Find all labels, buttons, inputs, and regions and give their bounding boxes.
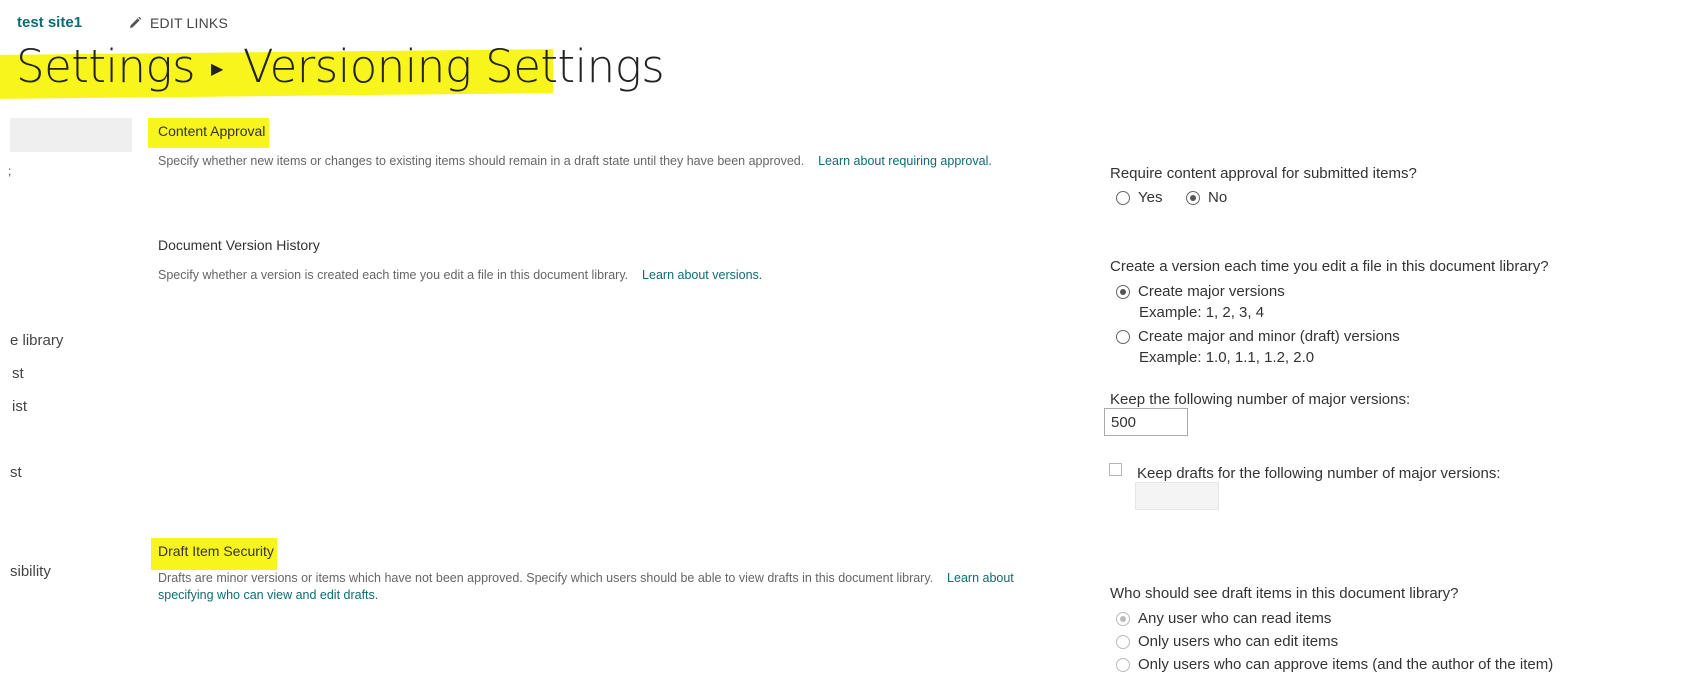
page-title	[16, 40, 664, 93]
radio-unchecked-disabled-icon	[1116, 658, 1130, 672]
radio-unchecked-icon	[1116, 330, 1130, 344]
breadcrumb-settings[interactable]: Settings	[16, 40, 196, 93]
version-history-desc-text: Specify whether a version is created each time you edit a file in this document library.	[158, 268, 629, 282]
radio-checked-disabled-icon	[1116, 612, 1130, 626]
keep-major-versions-input[interactable]	[1104, 408, 1188, 436]
version-question: Create a version each time you edit a file in this document library?	[1110, 258, 1549, 275]
content-approval-desc-text: Specify whether new items or changes to existing items should remain in a draft state until they have been approved.	[158, 154, 805, 168]
content-approval-description	[158, 153, 992, 170]
left-nav-item[interactable]: st	[10, 464, 22, 481]
left-nav-item[interactable]: e library	[10, 332, 64, 349]
site-name-link[interactable]: test site1	[17, 14, 83, 31]
create-major-versions-label: Create major versions	[1138, 283, 1285, 300]
approval-yes-label: Yes	[1138, 189, 1163, 206]
version-history-title: Document Version History	[158, 237, 320, 253]
left-nav-search-box[interactable]	[10, 118, 132, 152]
learn-requiring-approval-link[interactable]: Learn about requiring approval.	[818, 154, 992, 168]
left-nav-item[interactable]: sibility	[10, 563, 51, 580]
major-minor-versions-example: Example: 1.0, 1.1, 1.2, 2.0	[1139, 349, 1315, 366]
create-major-minor-versions-radio[interactable]	[1116, 328, 1400, 345]
keep-drafts-checkbox[interactable]	[1109, 463, 1122, 476]
edit-links-label: EDIT LINKS	[150, 15, 228, 31]
edit-links-button[interactable]	[128, 15, 228, 31]
learn-versions-link[interactable]: Learn about versions.	[642, 268, 763, 282]
draft-any-user-radio[interactable]	[1116, 610, 1331, 627]
draft-any-user-label: Any user who can read items	[1138, 610, 1332, 627]
major-versions-example: Example: 1, 2, 3, 4	[1139, 304, 1265, 321]
create-major-versions-radio[interactable]	[1116, 283, 1285, 300]
approval-no-label: No	[1208, 189, 1228, 206]
version-history-description	[158, 267, 762, 284]
breadcrumb-current: Versioning Settings	[242, 40, 665, 93]
learn-draft-security-link[interactable]: Learn about	[947, 571, 1014, 585]
create-major-minor-versions-label: Create major and minor (draft) versions	[1138, 328, 1400, 345]
approval-yes-radio[interactable]	[1116, 189, 1162, 206]
draft-edit-users-label: Only users who can edit items	[1138, 633, 1339, 650]
radio-checked-icon	[1116, 285, 1130, 299]
left-nav-item[interactable]: st	[12, 365, 24, 382]
breadcrumb-arrow-icon: ▶	[211, 59, 223, 78]
keep-drafts-label: Keep drafts for the following number of major versions:	[1137, 465, 1501, 482]
content-approval-question: Require content approval for submitted items?	[1110, 165, 1417, 182]
draft-security-description	[158, 570, 1038, 604]
content-approval-title: Content Approval	[158, 123, 266, 139]
draft-security-title: Draft Item Security	[158, 543, 274, 559]
keep-drafts-input	[1135, 482, 1219, 510]
keep-major-versions-label: Keep the following number of major versions:	[1110, 391, 1411, 408]
left-nav-item[interactable]: ;	[8, 164, 12, 178]
draft-edit-users-radio[interactable]	[1116, 633, 1338, 650]
radio-unchecked-disabled-icon	[1116, 635, 1130, 649]
left-nav-item[interactable]: ist	[12, 398, 27, 415]
draft-approve-users-label: Only users who can approve items (and the author of the item)	[1138, 656, 1554, 673]
draft-security-desc-text: Drafts are minor versions or items which have not been approved. Specify which users should be able to view drafts in this document library.	[158, 571, 934, 585]
radio-unchecked-icon	[1116, 191, 1130, 205]
approval-no-radio[interactable]	[1186, 189, 1227, 206]
learn-draft-security-link-cont[interactable]: specifying who can view and edit drafts.	[158, 588, 379, 602]
radio-checked-icon	[1186, 191, 1200, 205]
pencil-icon	[128, 16, 142, 30]
draft-approve-users-radio[interactable]	[1116, 656, 1553, 673]
draft-visibility-question: Who should see draft items in this document library?	[1110, 585, 1459, 602]
